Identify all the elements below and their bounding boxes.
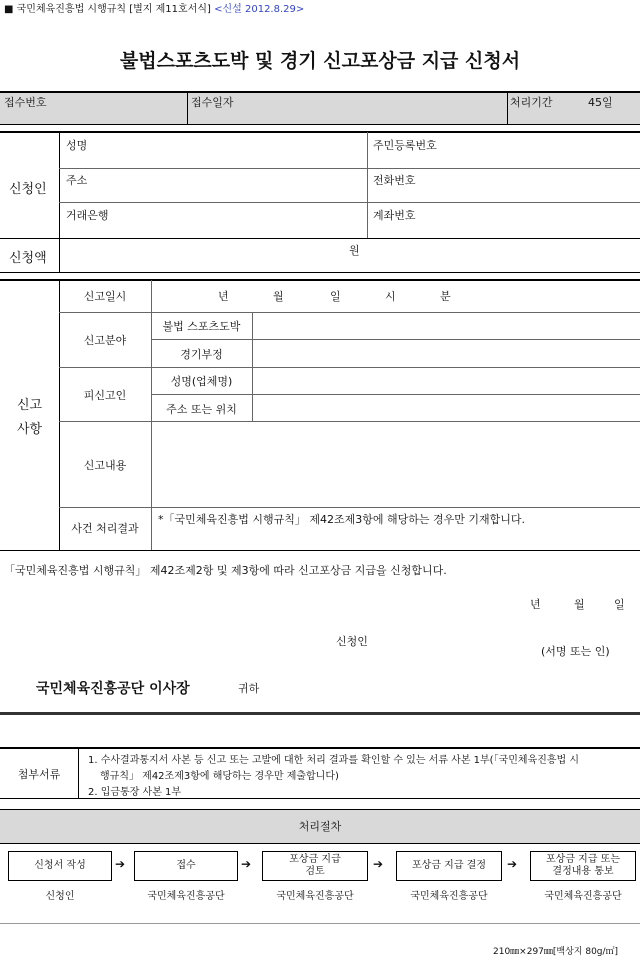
signature-field[interactable]: (서명 또는 인): [541, 645, 610, 658]
step-decide-actor: 국민체육진흥공단: [410, 891, 488, 902]
step-review: [262, 851, 368, 881]
step-apply: [8, 851, 112, 881]
field-option-match-fixing[interactable]: 경기부정: [180, 348, 223, 361]
step-notify-label-2: 결정내용 통보: [552, 866, 614, 877]
declaration-month[interactable]: 월: [574, 598, 585, 611]
step-notify: [530, 851, 636, 881]
attachments-label: 첨부서류: [17, 768, 61, 781]
step-apply-label: 신청서 작성: [34, 860, 86, 871]
step-review-label-1: 포상금 지급: [289, 854, 341, 865]
applicant-bank-field[interactable]: 거래은행: [66, 209, 109, 222]
step-notify-actor: 국민체육진흥공단: [544, 891, 622, 902]
step-decide: [396, 851, 502, 881]
step-apply-actor: 신청인: [45, 891, 75, 902]
arrow-right-icon: ➔: [115, 857, 126, 871]
signer-label: 신청인: [336, 635, 368, 648]
step-review-actor: 국민체육진흥공단: [276, 891, 354, 902]
accused-label: 피신고인: [83, 389, 127, 402]
attachment-item-1-cont: 행규칙」 제42조제3항에 해당하는 경우만 제출합니다): [100, 771, 339, 782]
applicant-section-label: 신청인: [9, 182, 47, 197]
amount-label: 신청액: [9, 251, 47, 266]
step-receive-actor: 국민체육진흥공단: [147, 891, 225, 902]
amendment-date: <신설 2012.8.29>: [214, 4, 305, 15]
applicant-name-field[interactable]: 성명: [66, 139, 88, 152]
declaration-day[interactable]: 일: [614, 598, 625, 611]
applicant-address-field[interactable]: 주소: [66, 174, 88, 187]
arrow-right-icon: ➔: [507, 857, 518, 871]
step-notify-label-1: 포상금 지급 또는: [546, 854, 620, 865]
declaration-year[interactable]: 년: [530, 598, 541, 611]
arrow-right-icon: ➔: [373, 857, 384, 871]
step-review-label-2: 검토: [305, 866, 325, 877]
procedure-title: 처리절차: [298, 820, 342, 833]
case-result-note: *「국민체육진흥법 시행규칙」 제42조제3항에 해당하는 경우만 기재합니다.: [158, 513, 526, 526]
step-receive-label: 접수: [176, 860, 196, 871]
applicant-rrn-field[interactable]: 주민등록번호: [373, 139, 437, 152]
report-day[interactable]: 일: [330, 290, 341, 303]
step-receive: [134, 851, 238, 881]
report-content-label: 신고내용: [83, 459, 127, 472]
report-field-label: 신고분야: [83, 334, 127, 347]
processing-period-label: 처리기간: [510, 96, 553, 109]
paper-spec: 210㎜×297㎜[백상지 80g/㎡]: [493, 947, 619, 957]
form-reference-prefix: ■ 국민체육진흥법 시행규칙 [별지 제11호서식]: [4, 4, 211, 15]
page-title: 불법스포츠도박 및 경기 신고포상금 지급 신청서: [119, 50, 521, 72]
receipt-date-label: 접수일자: [191, 96, 234, 109]
report-section-label-2: 사항: [16, 422, 43, 437]
arrow-right-icon: ➔: [241, 857, 252, 871]
step-decide-label: 포상금 지급 결정: [412, 860, 486, 871]
recipient: 국민체육진흥공단 이사장: [36, 681, 190, 697]
report-month[interactable]: 월: [273, 290, 284, 303]
accused-address-field[interactable]: 주소 또는 위치: [166, 403, 237, 416]
report-section-label-1: 신고: [16, 398, 43, 413]
applicant-account-field[interactable]: 계좌번호: [373, 209, 416, 222]
receipt-number-label: 접수번호: [4, 96, 47, 109]
attachment-item-2: 2. 입금통장 사본 1부: [88, 787, 182, 798]
form-reference: [4, 0, 304, 15]
report-datetime-label: 신고일시: [83, 290, 127, 303]
case-result-label: 사건 처리결과: [71, 522, 139, 535]
honorific: 귀하: [238, 682, 260, 695]
report-year[interactable]: 년: [218, 290, 229, 303]
accused-name-field[interactable]: 성명(업체명): [170, 375, 233, 388]
report-hour[interactable]: 시: [385, 290, 396, 303]
declaration-text: 「국민체육진흥법 시행규칙」 제42조제2항 및 제3항에 따라 신고포상금 지급을 신청합니다.: [4, 564, 447, 577]
applicant-phone-field[interactable]: 전화번호: [373, 174, 416, 187]
field-option-illegal-betting[interactable]: 불법 스포츠도박: [162, 320, 241, 333]
amount-field[interactable]: 원: [349, 244, 360, 257]
report-minute[interactable]: 분: [440, 290, 451, 303]
attachment-item-1: 1. 수사결과통지서 사본 등 신고 또는 고발에 대한 처리 결과를 확인할 수 있는 서류 사본 1부(「국민체육진흥법 시: [88, 755, 580, 766]
processing-period-value: 45일: [588, 96, 613, 109]
